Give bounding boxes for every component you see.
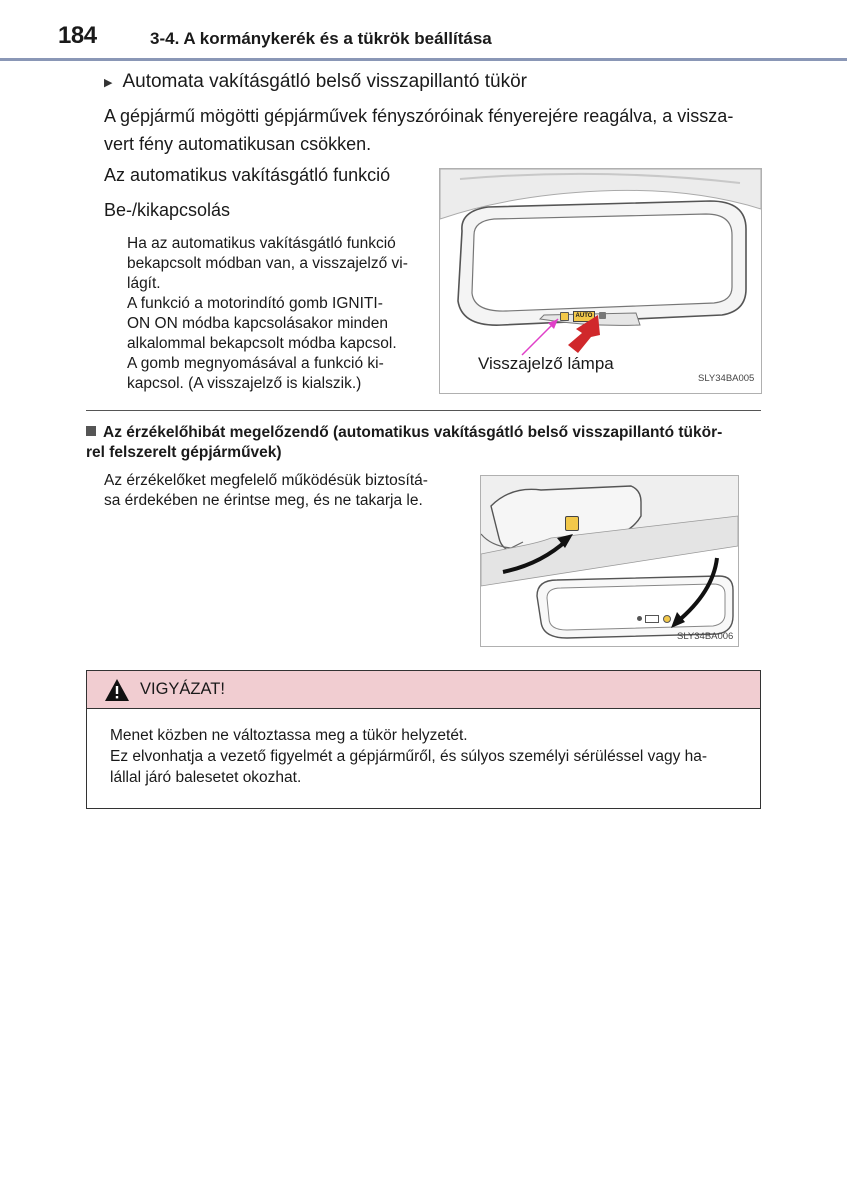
function-description: [127, 234, 424, 394]
auto-button-icon: AUTO: [573, 311, 595, 322]
button-icon: [645, 615, 659, 623]
section2-body: [104, 471, 460, 511]
header-rule: [0, 58, 847, 61]
sensor-illustration: [481, 476, 738, 646]
front-sensor-icon: [663, 615, 671, 623]
description-line: Ha az automatikus vakításgátló funkció: [127, 235, 396, 252]
intro-line: A gépjármű mögötti gépjárművek fényszóróinak fényerejére reagálva, a vissza-: [104, 106, 734, 126]
page-number: 184: [58, 22, 97, 49]
onoff-label: Be-/kikapcsolás: [104, 200, 231, 220]
figure-code: SLY34BA005: [698, 373, 755, 384]
function-title: Az automatikus vakításgátló funkció: [104, 165, 391, 185]
caution-line: Menet közben ne változtassa meg a tükör helyzetét.: [110, 727, 468, 744]
section2-title: [86, 423, 761, 463]
caution-title: VIGYÁZAT!: [140, 680, 225, 698]
section2-title-line: rel felszerelt gépjárművek): [86, 444, 282, 461]
description-line: bekapcsolt módban van, a visszajelző vi-: [127, 255, 408, 272]
description-line: alkalommal bekapcsolt módba kapcsol.: [127, 335, 397, 352]
intro-line: vert fény automatikusan csökken.: [104, 134, 372, 154]
description-line: lágít.: [127, 275, 161, 292]
body-line: sa érdekében ne érintse meg, és ne takarja le.: [104, 492, 423, 509]
figure-code: SLY34BA006: [677, 631, 734, 642]
description-line: ON ON módba kapcsolásakor minden: [127, 315, 389, 332]
red-arrow-icon: [568, 315, 600, 353]
body-line: Az érzékelőket megfelelő működésük biztosítá-: [104, 472, 428, 489]
sensor-location-figure: [480, 475, 739, 647]
caution-text: [110, 725, 750, 788]
caution-box: [86, 670, 761, 809]
intro-paragraph: [104, 102, 764, 158]
caution-line: Ez elvonhatja a vezető figyelmét a gépjárműről, és súlyos személyi sérüléssel vagy ha-: [110, 748, 708, 765]
button-icon: [637, 616, 642, 621]
caution-header: [87, 671, 760, 709]
subheading-text: Automata vakításgátló belső visszapillantó tükör: [122, 71, 527, 92]
caution-line: lállal járó balesetet okozhat.: [110, 769, 302, 786]
section-divider: [86, 410, 761, 411]
square-bullet-icon: [86, 426, 96, 436]
section-title: 3-4. A kormánykerék és a tükrök beállítása: [150, 29, 492, 48]
description-line: A funkció a motorindító gomb IGNITI-: [127, 295, 383, 312]
indicator-lamp-label: Visszajelző lámpa: [478, 354, 614, 373]
triangle-bullet-icon: ▶: [104, 76, 113, 89]
rear-sensor-icon: [565, 516, 579, 531]
subheading: [104, 71, 527, 93]
warning-triangle-icon: [104, 678, 130, 702]
section2-title-line: Az érzékelőhibát megelőzendő (automatikus vakításgátló belső visszapillantó tükör-: [103, 424, 723, 441]
description-line: kapcsol. (A visszajelző is kialszik.): [127, 375, 362, 392]
description-line: A gomb megnyomásával a funkció ki-: [127, 355, 384, 372]
